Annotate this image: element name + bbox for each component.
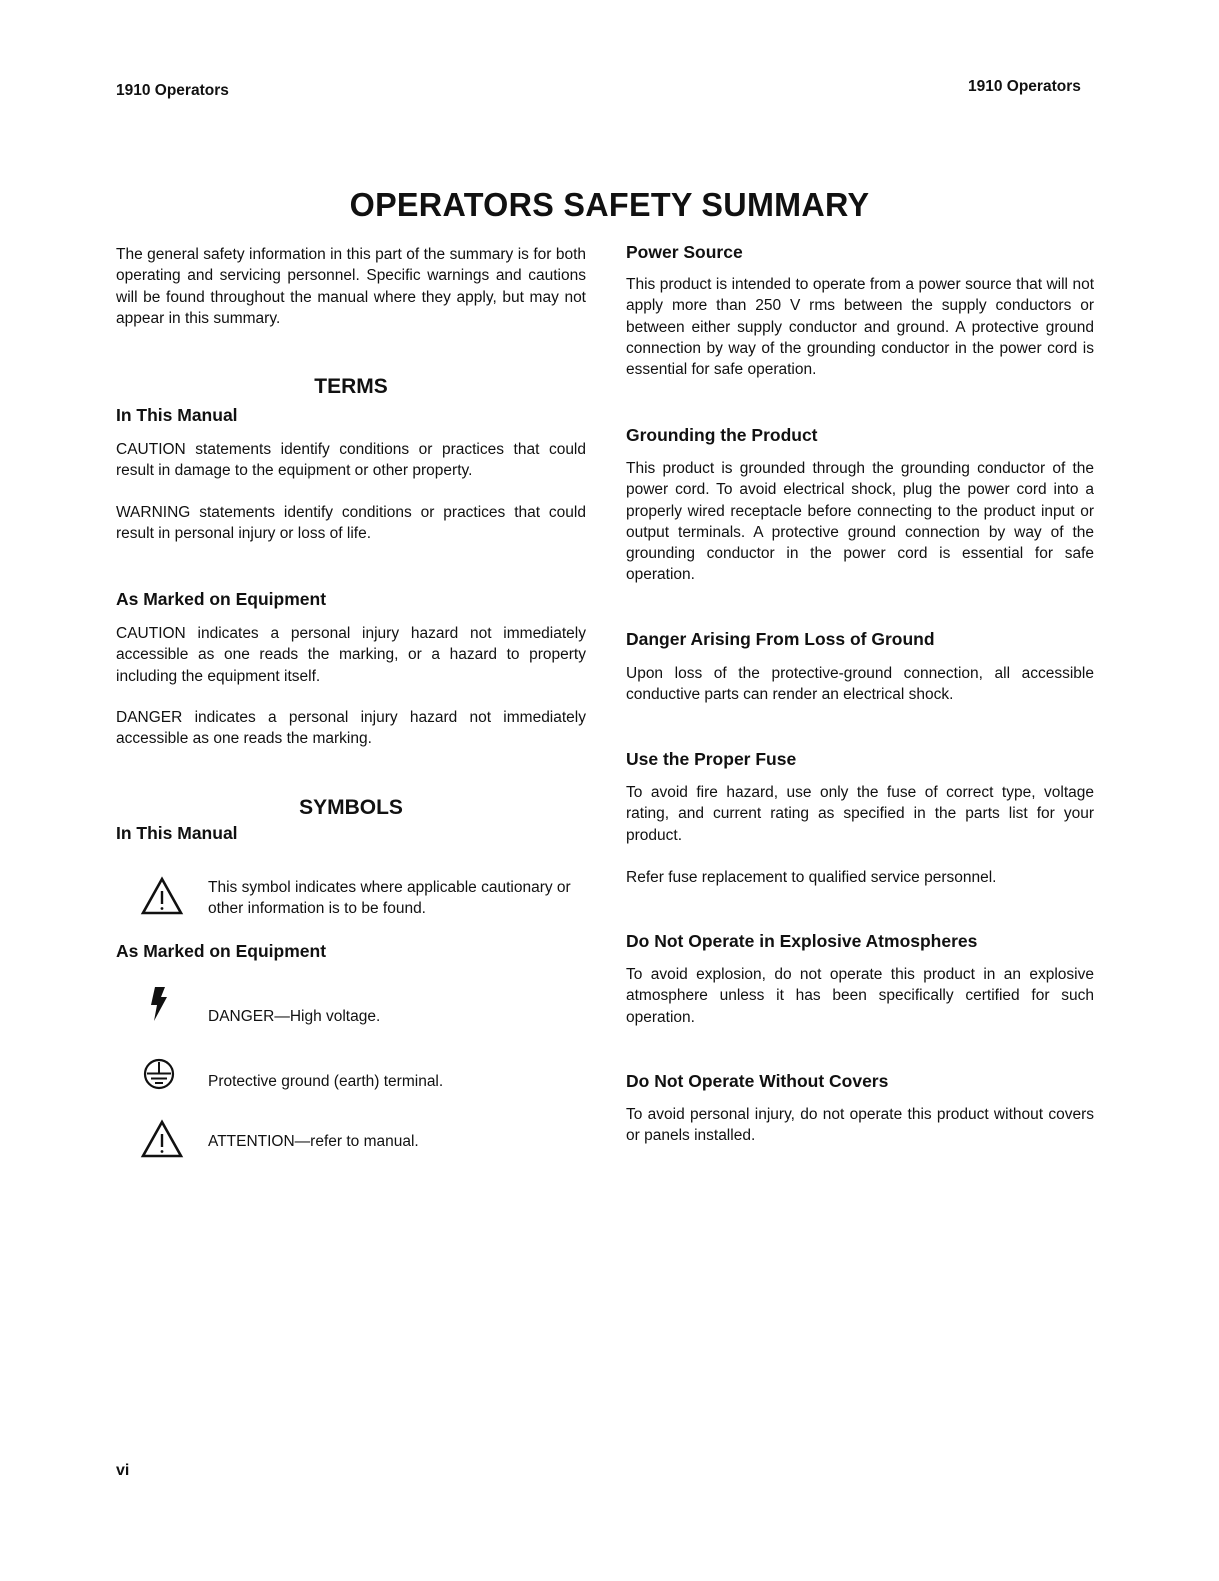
section-body-power-source — [626, 274, 1094, 380]
page-title: OPERATORS SAFETY SUMMARY — [349, 186, 870, 223]
section-heading-explosive: Do Not Operate in Explosive Atmospheres — [626, 931, 978, 951]
intro-paragraph: The general safety information in this part of the summary is for both operating and servicing personnel. Specific warnings and cautions will be found throughout the manual where they apply, but may not appear in this summary. — [116, 246, 586, 327]
section-heading-grounding: Grounding the Product — [626, 425, 818, 445]
symbol-item-text: Protective ground (earth) terminal. — [208, 1073, 444, 1090]
paragraph: Refer fuse replacement to qualified service personnel. — [626, 869, 997, 886]
paragraph: CAUTION indicates a personal injury hazard not immediately accessible as one reads the marking, or a hazard to property including the equipment itself. — [116, 625, 586, 685]
section-heading-covers: Do Not Operate Without Covers — [626, 1071, 889, 1091]
section-body-loss-of-ground — [626, 663, 1094, 706]
symbol-item-text: This symbol indicates where applicable cautionary or other information is to be found. — [208, 879, 571, 918]
paragraph: Upon loss of the protective-ground connection, all accessible conductive parts can render an electrical shock. — [626, 665, 1094, 704]
symbols-in-manual-heading: In This Manual — [116, 823, 238, 843]
paragraph: This product is grounded through the grounding conductor of the power cord. To avoid electrical shock, plug the power cord into a properly wired receptacle before connecting to the product input or output terminals. A protective ground connection by way of the grounding conductor in the power cord is essential for safe operation. — [626, 460, 1094, 584]
symbol-item-text: DANGER—High voltage. — [208, 1008, 381, 1025]
symbols-heading: SYMBOLS — [299, 796, 403, 819]
paragraph: To avoid personal injury, do not operate this product without covers or panels installed. — [626, 1106, 1094, 1145]
terms-caution-paragraph — [116, 439, 586, 482]
symbol-item-high-voltage — [116, 985, 586, 1035]
terms-warning-paragraph — [116, 502, 586, 545]
equipment-danger-paragraph — [116, 707, 586, 750]
paragraph: DANGER indicates a personal injury hazard not immediately accessible as one reads the marking. — [116, 709, 586, 748]
equipment-caution-paragraph — [116, 623, 586, 687]
symbol-item-caution — [116, 876, 586, 926]
paragraph: To avoid explosion, do not operate this product in an explosive atmosphere unless it has been specifically certified for such operation. — [626, 966, 1094, 1026]
attention-triangle-icon — [140, 1119, 184, 1165]
section-body-grounding — [626, 458, 1094, 586]
paragraph: CAUTION statements identify conditions or practices that could result in damage to the equipment or other property. — [116, 441, 586, 480]
terms-in-manual-heading: In This Manual — [116, 405, 238, 425]
high-voltage-icon — [146, 985, 172, 1029]
symbol-item-attention — [116, 1119, 586, 1159]
paragraph: To avoid fire hazard, use only the fuse of correct type, voltage rating, and current rating as specified in the parts list for your product. — [626, 784, 1094, 844]
paragraph: This product is intended to operate from a power source that will not apply more than 250 V rms between the supply conductors or between either supply conductor and ground. A protective ground connection by way of the grounding conductor in the power cord is essential for safe operation. — [626, 276, 1094, 379]
symbol-item-text: ATTENTION—refer to manual. — [208, 1133, 419, 1150]
section-heading-loss-of-ground: Danger Arising From Loss of Ground — [626, 629, 935, 649]
symbol-item-protective-ground — [116, 1057, 586, 1097]
terms-on-equipment-heading: As Marked on Equipment — [116, 589, 327, 609]
page-number: vi — [116, 1462, 130, 1479]
protective-ground-icon — [142, 1057, 176, 1097]
caution-triangle-icon — [140, 876, 184, 922]
section-body-fuse-service — [626, 867, 1094, 888]
paragraph: WARNING statements identify conditions or practices that could result in personal injury or loss of life. — [116, 504, 586, 543]
symbols-on-equipment-heading: As Marked on Equipment — [116, 941, 327, 961]
left-column — [116, 244, 586, 329]
section-heading-power-source: Power Source — [626, 242, 743, 262]
terms-heading: TERMS — [314, 375, 388, 398]
section-body-proper-fuse — [626, 782, 1094, 846]
section-body-explosive — [626, 964, 1094, 1028]
section-heading-proper-fuse: Use the Proper Fuse — [626, 749, 797, 769]
running-head-right: 1910 Operators — [968, 78, 1081, 95]
section-body-covers — [626, 1104, 1094, 1147]
running-head-left: 1910 Operators — [116, 82, 229, 99]
